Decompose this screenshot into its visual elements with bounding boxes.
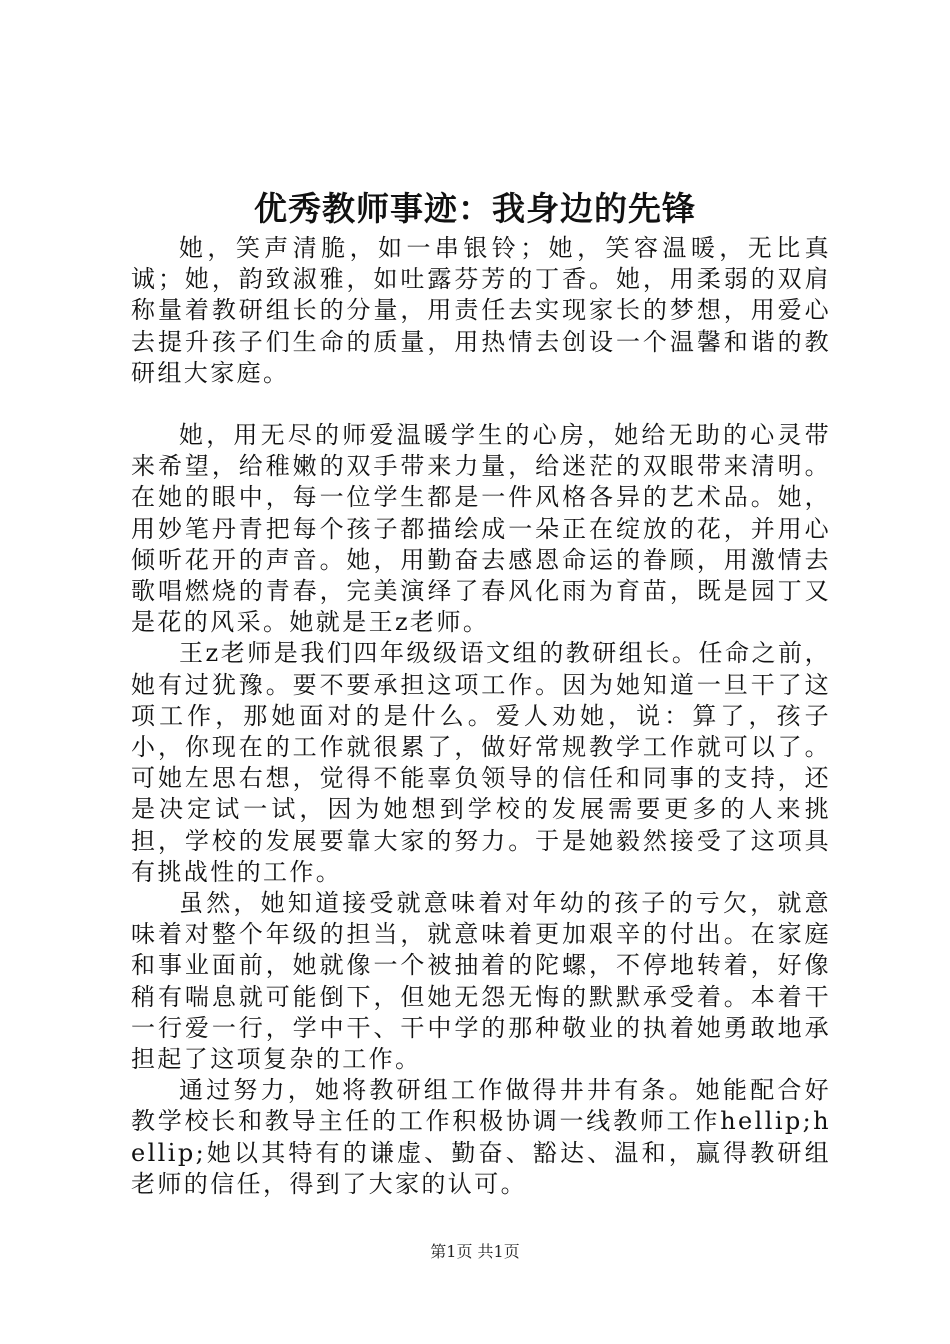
page-number-footer: 第1页 共1页 bbox=[430, 1242, 520, 1261]
document-body bbox=[131, 233, 831, 1200]
paragraph-spacer bbox=[131, 389, 831, 420]
paragraph-2: 她，用无尽的师爱温暖学生的心房，她给无助的心灵带来希望，给稚嫩的双手带来力量，给迷茫的双眼带来清明。在她的眼中，每一位学生都是一件风格各异的艺术品。她，用妙笔丹青把每个孩子都描绘成一朵正在绽放的花，并用心倾听花开的声音。她，用勤奋去感恩命运的眷顾，用激情去歌唱燃烧的青春，完美演绎了春风化雨为育苗，既是园丁又是花的风采。她就是王z老师。 bbox=[131, 421, 831, 637]
paragraph-4: 虽然，她知道接受就意味着对年幼的孩子的亏欠，就意味着对整个年级的担当，就意味着更加艰辛的付出。在家庭和事业面前，她就像一个被抽着的陀螺，不停地转着，好像稍有喘息就可能倒下，但她无怨无悔的默默承受着。本着干一行爱一行，学中干、干中学的那种敬业的执着她勇敢地承担起了这项复杂的工作。 bbox=[131, 889, 831, 1074]
document-title: 优秀教师事迹：我身边的先锋 bbox=[254, 189, 696, 228]
paragraph-5: 通过努力，她将教研组工作做得井井有条。她能配合好教学校长和教导主任的工作积极协调一线教师工作hellip;hellip;她以其特有的谦虚、勤奋、豁达、温和，赢得教研组老师的信任，得到了大家的认可。 bbox=[131, 1076, 831, 1198]
paragraph-3: 王z老师是我们四年级级语文组的教研组长。任命之前，她有过犹豫。要不要承担这项工作。因为她知道一旦干了这项工作，那她面对的是什么。爱人劝她，说：算了，孩子小，你现在的工作就很累了，做好常规教学工作就可以了。可她左思右想，觉得不能辜负领导的信任和同事的支持，还是决定试一试，因为她想到学校的发展需要更多的人来挑担，学校的发展要靠大家的努力。于是她毅然接受了这项具有挑战性的工作。 bbox=[131, 639, 831, 886]
paragraph-1: 她，笑声清脆，如一串银铃；她，笑容温暖，无比真诚；她，韵致淑雅，如吐露芬芳的丁香。她，用柔弱的双肩称量着教研组长的分量，用责任去实现家长的梦想，用爱心去提升孩子们生命的质量，用热情去创设一个温馨和谐的教研组大家庭。 bbox=[131, 234, 831, 387]
